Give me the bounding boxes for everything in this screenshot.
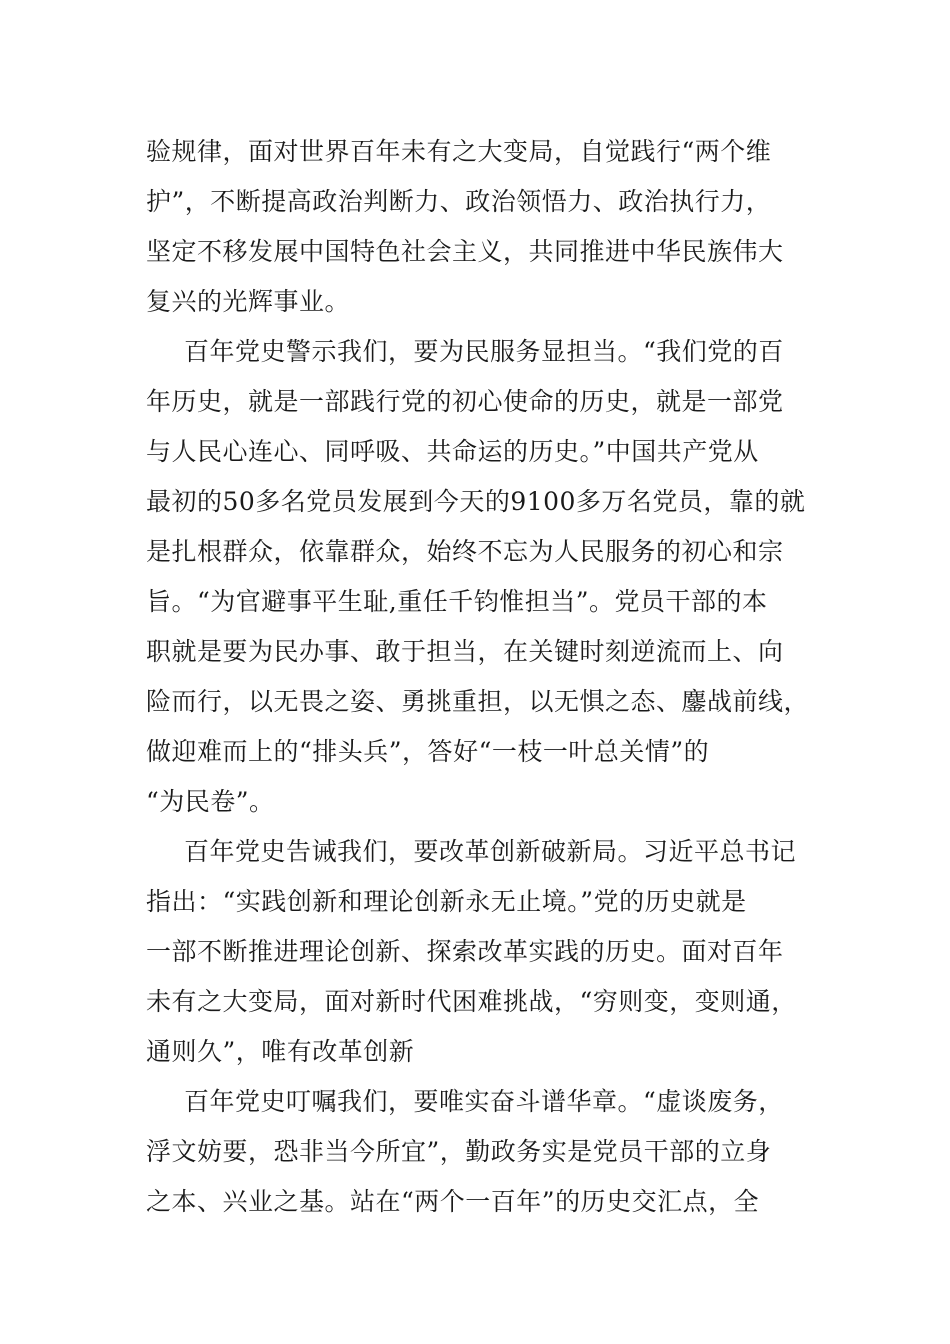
paragraph-first-line: 百年党史叮嘱我们，要唯实奋斗谱华章。“虚谈废务， bbox=[184, 1087, 784, 1116]
paragraph-first-line: 百年党史警示我们，要为民服务显担当。“我们党的百 bbox=[184, 337, 784, 366]
text-line: 之本、兴业之基。站在“两个一百年”的历史交汇点，全 bbox=[146, 1187, 760, 1216]
text-line: 最初的50多名党员发展到今天的9100多万名党员，靠的就 bbox=[146, 487, 806, 516]
text-line: 通则久”，唯有改革创新 bbox=[146, 1037, 415, 1066]
paragraph-first-line: 百年党史告诫我们，要改革创新破新局。习近平总书记 bbox=[184, 837, 797, 866]
text-line: 复兴的光辉事业。 bbox=[146, 287, 351, 316]
text-line: 险而行，以无畏之姿、勇挑重担，以无惧之态、鏖战前线， bbox=[146, 687, 810, 716]
text-line: 是扎根群众，依靠群众，始终不忘为人民服务的初心和宗 bbox=[146, 537, 784, 566]
text-line: 做迎难而上的“排头兵”，答好“一枝一叶总关情”的 bbox=[146, 737, 710, 766]
text-line: 年历史，就是一部践行党的初心使命的历史，就是一部党 bbox=[146, 387, 784, 416]
text-line: 未有之大变局，面对新时代困难挑战，“穷则变，变则通， bbox=[146, 987, 797, 1016]
text-line: 职就是要为民办事、敢于担当，在关键时刻逆流而上、向 bbox=[146, 637, 784, 666]
text-line: 指出：“实践创新和理论创新永无止境。”党的历史就是 bbox=[146, 887, 747, 916]
text-line: 一部不断推进理论创新、探索改革实践的历史。面对百年 bbox=[146, 937, 784, 966]
text-line: 浮文妨要，恐非当今所宜”，勤政务实是党员干部的立身 bbox=[146, 1137, 772, 1166]
text-line: 坚定不移发展中国特色社会主义，共同推进中华民族伟大 bbox=[146, 237, 784, 266]
text-line: 验规律，面对世界百年未有之大变局，自觉践行“两个维 bbox=[146, 137, 772, 166]
text-line: 护”，不断提高政治判断力、政治领悟力、政治执行力， bbox=[146, 187, 772, 216]
text-line: “为民卷”。 bbox=[146, 787, 275, 816]
text-line: 旨。“为官避事平生耻,重任千钧惟担当”。党员干部的本 bbox=[146, 587, 768, 616]
text-line: 与人民心连心、同呼吸、共命运的历史。”中国共产党从 bbox=[146, 437, 759, 466]
